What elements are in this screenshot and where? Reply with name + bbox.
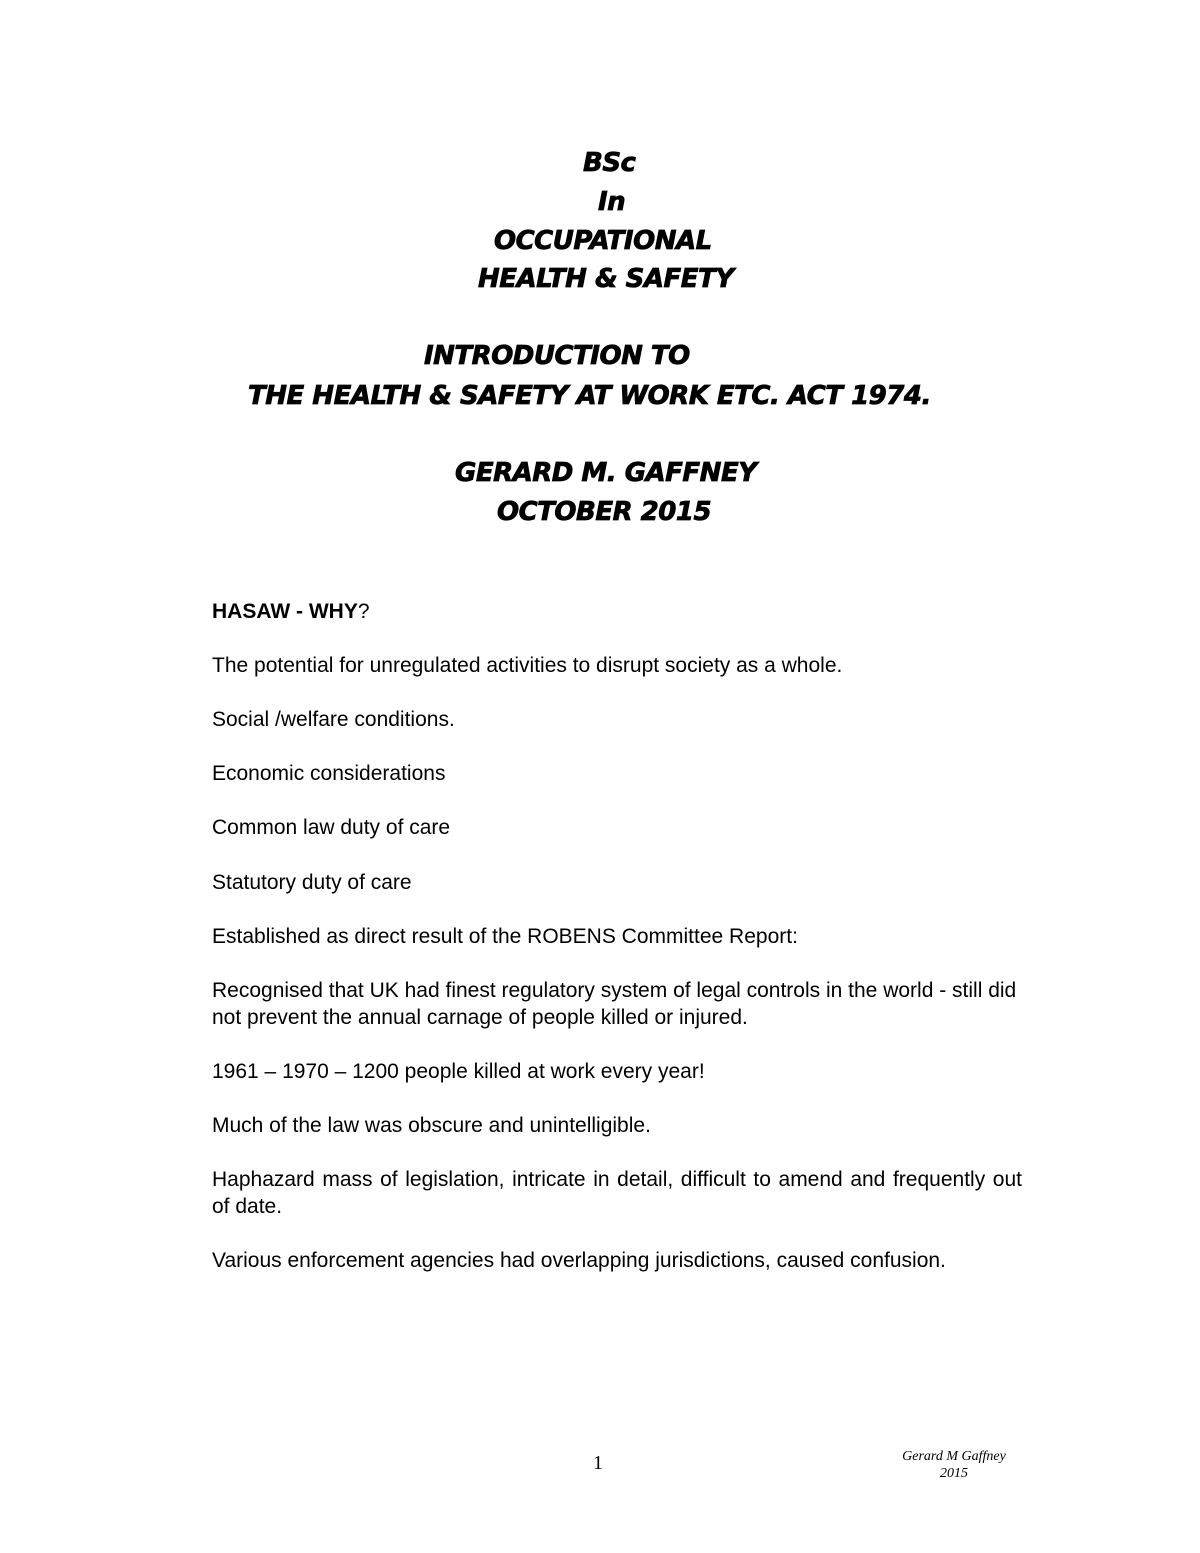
paragraph: Haphazard mass of legislation, intricate in detail, difficult to amend and frequently out of date.	[212, 1168, 1022, 1218]
title-author: GERARD M. GAFFNEY	[455, 458, 757, 488]
paragraph: The potential for unregulated activities to disrupt society as a whole.	[212, 654, 843, 677]
paragraph: Various enforcement agencies had overlapping jurisdictions, caused confusion.	[212, 1249, 946, 1272]
section-heading	[212, 598, 1022, 625]
paragraph: Statutory duty of care	[212, 871, 412, 894]
paragraph: Economic considerations	[212, 762, 446, 785]
title-degree: BSc	[583, 148, 636, 178]
section-heading-bold: HASAW - WHY	[212, 600, 358, 623]
paragraph: Social /welfare conditions.	[212, 708, 455, 731]
paragraph: Much of the law was obscure and unintelligible.	[212, 1114, 651, 1137]
title-in: In	[598, 187, 626, 217]
paragraph: Recognised that UK had finest regulatory system of legal controls in the world - still did not prevent the annual carnage of people killed or injured.	[212, 979, 1017, 1029]
paragraph: Common law duty of care	[212, 816, 451, 839]
page-number: 1	[593, 1452, 603, 1474]
footer-year: 2015	[940, 1466, 968, 1481]
footer-author-name: Gerard M Gaffney	[902, 1449, 1006, 1464]
title-occupational: OCCUPATIONAL	[494, 226, 712, 256]
title-act: THE HEALTH & SAFETY AT WORK ETC. ACT 1974.	[248, 381, 931, 411]
paragraph: Established as direct result of the ROBENS Committee Report:	[212, 925, 798, 948]
paragraph: 1961 – 1970 – 1200 people killed at work every year!	[212, 1060, 705, 1083]
title-date: OCTOBER 2015	[497, 497, 712, 527]
section-heading-tail: ?	[357, 600, 370, 623]
title-health-safety: HEALTH & SAFETY	[478, 264, 734, 294]
footer-author-block	[880, 1448, 1028, 1482]
title-introduction: INTRODUCTION TO	[424, 341, 690, 371]
